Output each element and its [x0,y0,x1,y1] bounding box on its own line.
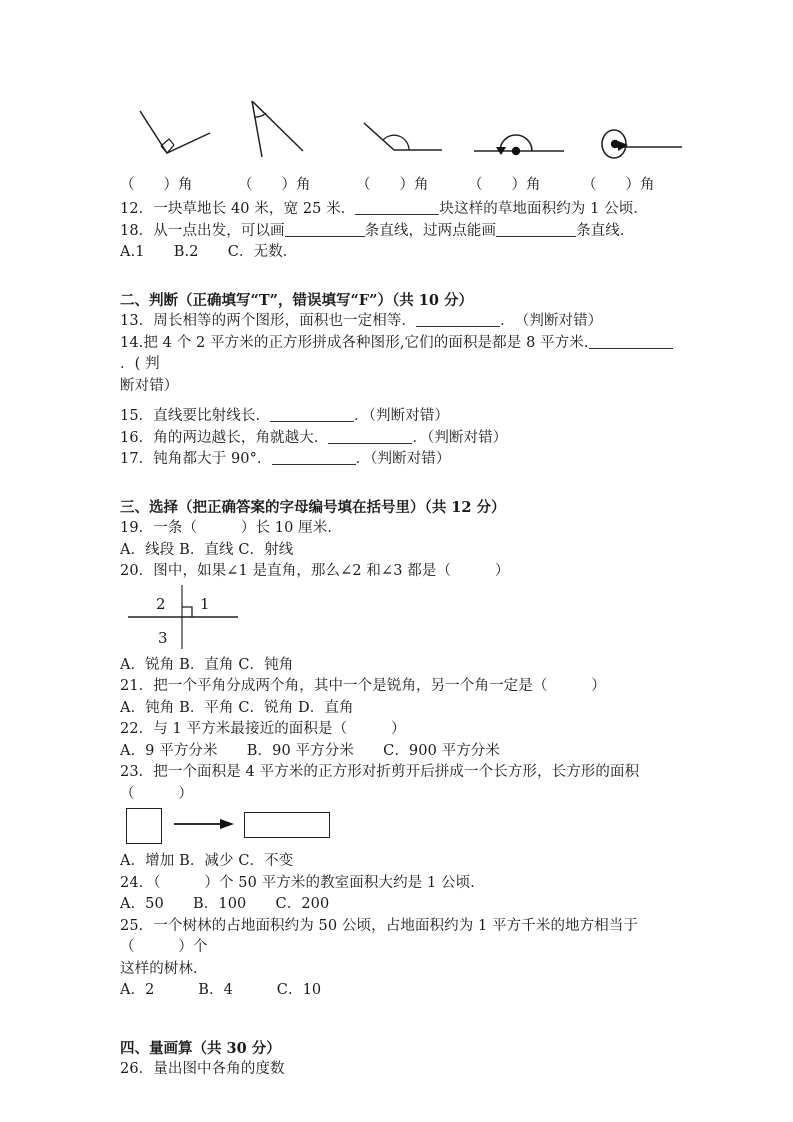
question-18 [120,221,680,243]
angle-bracket-3[interactable]: （ ）角 [356,177,429,193]
question-14-text: 14.把 4 个 2 平方米的正方形拼成各种图形,它们的面积是都是 8 平方米. [120,334,589,351]
question-26: 26．量出图中各角的度数 [120,1061,285,1077]
question-19-options[interactable]: A．线段 B．直线 C．射线 [120,541,294,558]
question-21-options[interactable]: A．钝角 B．平角 C．锐角 D．直角 [120,699,354,716]
question-25-cont: 这样的树林． [120,960,208,977]
q20-label-2: 2 [156,594,166,613]
question-20-figure [128,583,328,655]
answer-blank-18b[interactable] [496,222,576,237]
q20-label-1: 1 [200,594,210,613]
question-22-options[interactable]: A．9 平方分米 B．90 平方分米 C．900 平方分米 [120,742,500,759]
question-12 [120,199,680,221]
question-16-tail: ．（判断对错） [412,429,508,446]
rectangle-shape [244,812,330,838]
q20-label-3: 3 [158,628,168,647]
section-3-heading: 三、选择（把正确答案的字母编号填在括号里）（共 12 分） [120,498,506,516]
answer-blank-13[interactable] [416,312,500,327]
arrow-right-icon [174,816,236,832]
question-22[interactable]: 22．与 1 平方米最接近的面积是（ ） [120,721,406,737]
question-14 [120,333,680,376]
question-25[interactable]: 25．一个树林的占地面积约为 50 公顷，占地面积约为 1 平方千米的地方相当于（ ）个 [120,917,639,955]
angle-answer-bracket-row [120,173,680,199]
square-shape [126,808,162,844]
answer-blank-12[interactable] [355,200,439,215]
question-12-text: 12．一块草地长 40 米，宽 25 米． [120,201,356,217]
section-2-heading: 二、判断（正确填写“T”，错误填写“F”）（共 10 分） [120,291,473,309]
question-20-options[interactable]: A．锐角 B．直角 C．钝角 [120,656,294,673]
angle-bracket-1[interactable]: （ ）角 [120,177,193,193]
question-18-options[interactable]: A.1 B.2 C．无数． [120,244,298,260]
question-19[interactable]: 19．一条（ ）长 10 厘米． [120,520,342,536]
angle-figure-acute-angle [240,95,352,173]
answer-blank-16[interactable] [328,429,412,444]
question-15-tail: ．（判断对错） [354,408,450,424]
question-17 [120,449,680,471]
angle-figure-straight-angle [470,95,582,173]
question-20[interactable]: 20．图中，如果∠1 是直角，那么∠2 和∠3 都是（ ） [120,563,510,579]
angle-figure-full-angle [586,95,698,173]
question-15-text: 15．直线要比射线长． [120,408,271,424]
question-25-options[interactable]: A．2 B．4 C．10 [120,982,322,998]
angle-bracket-5[interactable]: （ ）角 [582,177,655,193]
question-17-text: 17．钝角都大于 90°． [120,451,272,467]
section-4-heading: 四、量画算（共 30 分） [120,1039,281,1057]
answer-blank-17[interactable] [272,450,356,465]
question-17-tail: ．（判断对错） [355,451,451,467]
question-14-cont: 断对错） [120,377,179,394]
question-15 [120,406,680,428]
question-13-text: 13．周长相等的两个图形，面积也一定相等． [120,313,417,329]
question-13 [120,311,680,333]
question-21[interactable]: 21．把一个平角分成两个角，其中一个是锐角，另一个角一定是（ ） [120,678,606,694]
angle-bracket-4[interactable]: （ ）角 [468,177,541,193]
angle-figure-obtuse-angle [358,95,470,173]
question-18-text-b: 条直线，过两点能画 [364,222,497,239]
question-12-tail: 块这样的草地面积约为 1 公顷． [439,201,648,217]
worksheet-content [120,95,680,1081]
angle-bracket-2[interactable]: （ ）角 [238,177,311,193]
question-14-tail: ．( 判 [120,356,160,372]
angle-figure-right-angle [120,95,232,173]
question-16 [120,428,680,450]
angle-figure-row [120,95,680,173]
answer-blank-15[interactable] [270,407,354,422]
answer-blank-18a[interactable] [285,222,365,237]
question-13-tail: ． （判断对错） [500,313,603,329]
answer-blank-14[interactable] [589,334,673,349]
question-23-options[interactable]: A．增加 B．减少 C．不变 [120,853,294,869]
question-16-text: 16．角的两边越长，角就越大． [120,429,329,446]
question-23[interactable]: 23．把一个面积是 4 平方米的正方形对折剪开后拼成一个长方形，长方形的面积（ ） [120,764,640,802]
question-18-text-a: 18．从一点出发，可以画 [120,222,285,239]
question-18-text-c: 条直线． [576,222,635,239]
question-24-options[interactable]: A．50 B．100 C．200 [120,896,330,912]
question-23-figure [122,805,422,851]
question-24[interactable]: 24．（ ）个 50 平方米的教室面积大约是 1 公顷． [120,874,485,891]
